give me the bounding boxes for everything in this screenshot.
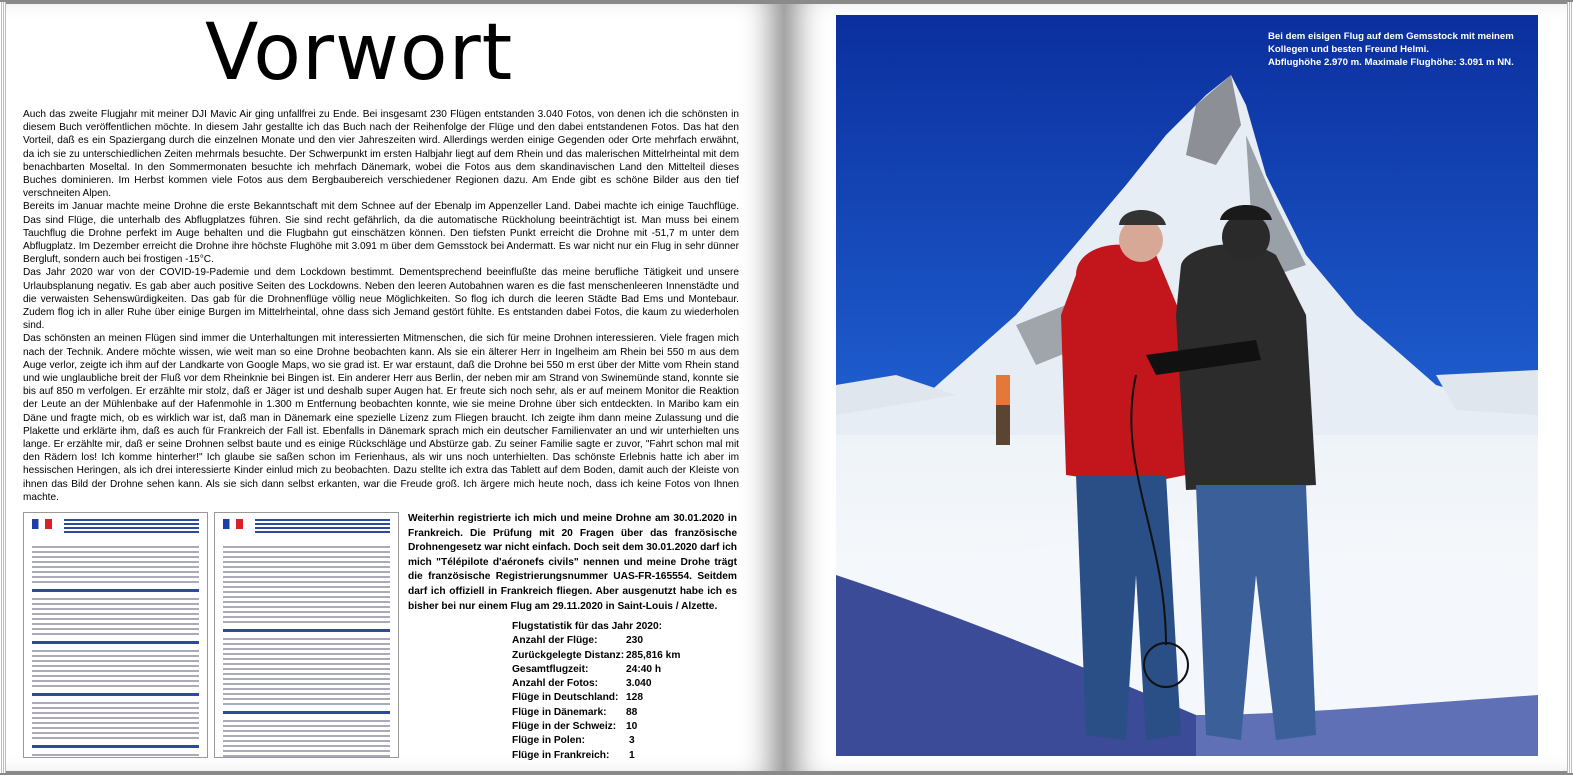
stats-value: 88	[626, 706, 638, 718]
stats-row	[512, 649, 680, 663]
stats-row	[512, 677, 680, 691]
stats-label: Flüge in Frankreich:	[512, 749, 610, 761]
stats-label: Gesamtflugzeit:	[512, 663, 589, 675]
stats-row	[512, 749, 680, 763]
flight-statistics	[512, 620, 680, 763]
french-flag-icon	[223, 519, 243, 529]
foreword-text	[23, 108, 739, 504]
stats-title: Flugstatistik für das Jahr 2020:	[512, 621, 663, 632]
caption-line: Kollegen und besten Freund Helmi.	[1268, 44, 1429, 55]
stats-row	[512, 634, 680, 648]
stats-label: Flüge in der Schweiz:	[512, 721, 617, 733]
stats-row	[512, 706, 680, 720]
stats-value: 10	[626, 721, 638, 733]
stats-row	[512, 734, 680, 748]
stats-label: Anzahl der Fotos:	[512, 678, 599, 690]
photo-caption	[1268, 30, 1534, 69]
paragraph: Bereits im Januar machte meine Drohne die erste Bekanntschaft mit dem Schnee auf der Ebenalp im Appenzeller Land. Dabei machte ich einige Tauchflüge. Das sind Flüge, die unterhalb des Abflugplatzes führen. Sie sind recht gefährlich, da die automatische Rückholung beeinträchtigt ist. Man muss bei einem Tauchflug die Drohne perfekt im Auge behalten und die Flugbahn gut einschätzen können. Den tiefsten Punkt erreicht die Drohne mit -51,7 m unter dem Abflugplatz. Im Dezember erreicht die Drohne ihre höchste Flughöhe mit 3.091 m über dem Gemsstock bei Andermatt. Es war nicht nur ein Flug in sehr dünner Bergluft, sondern auch bei frostigen -15°C.	[23, 201, 739, 266]
stats-value: 1	[629, 749, 635, 761]
registration-documents	[23, 512, 398, 758]
stats-value: 230	[626, 635, 643, 647]
stats-value: 3.040	[626, 678, 652, 690]
stats-label: Anzahl der Flüge:	[512, 635, 598, 647]
stats-row	[512, 720, 680, 734]
right-page-edge	[1567, 2, 1573, 773]
gemsstock-photo	[836, 15, 1538, 756]
paragraph: Auch das zweite Flugjahr mit meiner DJI Mavic Air ging unfallfrei zu Ende. Bei insgesamt 230 Flügen entstanden 3.040 Fotos, von denen ich die schönsten in diesem Buch veröffentlichen möchte. In diesem Jahr gestallte ich das Buch nach der Reihenfolge der Flüge und den dabei entstandenen Fotos. Das hat den Vorteil, daß es ein Spaziergang durch die einzelnen Monate und den vier Jahreszeiten wird. Allerdings werden einige Gegenden oder Orte mehrfach erwähnt, da ich sie zu unterschiedlichen Zeiten mehrmals besuchte. Der Schwerpunkt im ersten Halbjahr liegt auf dem Rhein und das malerischen Mittelrheintal mit dem benachbarten Moseltal. In den Sommermonaten besuchte ich mehrfach Dänemark, wobei die Fotos aus dem skandinavischen Land den Mittelteil dieses Buches dominieren. Im Herbst kommen viele Fotos aus dem Bergbaubereich verschiedener Regionen dazu. Am Ende gibt es schöne Bilder aus den tief verschneiten Alpen.	[23, 109, 739, 200]
caption-line: Bei dem eisigen Flug auf dem Gemsstock mit meinem	[1268, 31, 1514, 42]
stats-label: Flüge in Deutschland:	[512, 692, 619, 704]
french-flag-icon	[32, 519, 52, 529]
caption-line: Abflughöhe 2.970 m. Maximale Flughöhe: 3.091 m NN.	[1268, 57, 1514, 68]
stats-label: Zurückgelegte Distanz:	[512, 649, 625, 661]
stats-row	[512, 691, 680, 705]
paragraph: Das Jahr 2020 war von der COVID-19-Pademie und dem Lockdown bestimmt. Dementsprechend beeinflußte das meine berufliche Tätigkeit und unsere Urlaubsplanung negativ. Es gab aber auch positive Seiten des Lockdowns. Neben den leeren Autobahnen waren es die fast menschenleeren Innenstädte und die verwaisten Sehenswürdigkeiten. Das gab für die Drohnenflüge völlig neue Möglichkeiten. So flog ich durch die leeren Städte Bad Ems und Montebaur. Zudem flog ich in aller Ruhe über einige Burgen im Mittelrheintal, ohne dass sich Jemand gestört fühlte. Es entstanden dabei Fotos, die kaum zu wiederholen sind.	[23, 267, 739, 332]
stats-label: Flüge in Polen:	[512, 735, 586, 747]
stats-value: 24:40 h	[626, 663, 662, 675]
registration-certificate-image	[23, 512, 208, 758]
stats-value: 285,816 km	[626, 649, 681, 661]
page-title: Vorwort	[205, 8, 514, 98]
stats-value: 3	[629, 735, 635, 747]
pilot-training-certificate-image	[214, 512, 399, 758]
stats-label: Flüge in Dänemark:	[512, 706, 607, 718]
stats-value: 128	[626, 692, 643, 704]
paragraph: Das schönsten an meinen Flügen sind immer die Unterhaltungen mit interessierten Mitmenschen, die sich für meine Drohnen interessieren. Viele fragen mich nach der Technik. Andere möchte wissen, wie weit man so eine Drohne beobachten kann. Als sie ein älterer Herr in Ingelheim am Rhein bei 550 m aus dem Auge verlor, zeigte ich ihm auf der Landkarte von Google Maps, wo sie grad ist. Er war erstaunt, daß die Drohne bei 550 m erst über der Mitte vom Rhein stand und wie unglaubliche breit der Fluß vor dem Rheinknie bei Bingen ist. Ein anderer Herr aus Berlin, der neben mir am Strand von Swinemünde stand, konnte sie bis auf 850 m verfolgen. Er erzählte mir stolz, daß er Jäger ist und deshalb super Augen hat. Er freute sich noch sehr, als er auf meinem Monitor die Reaktion der Leute an der Mühlenbake auf der Hafenmohle in 1.300 m Entfernung beobachten konnte, wie sie meine Drohne über sich entdeckten. In Maribo kam ein Däne und fragte mich, ob es wirklich war ist, daß man in Dänemark eine spezielle Lizenz zum Fliegen braucht. Ich zeigte ihm dann meine Zulassung und die Plakette und erklärte ihm, daß es auch für Frankreich der Fall ist. Ebenfalls in Dänemark sprach mich ein deutscher Familienvater an und wir unterhielten uns lange. Er erzählte mir, daß er seine Drohnen selbst baute und es einige Rückschläge und Abstürze gab. Zu seiner Familie sagte er zuvor, "Fahrt schon mal mit den Rädern los! Ich komme hinterher!" Ich glaube sie saßen schon im Ferienhaus, als wir uns noch unterhielten. Das schönste Erlebnis hatte ich aber im hessischen Heringen, als ich drei interessierte Kinder einlud mich zu beobachten. Dazu stellte ich extra das Tablett auf dem Boden, damit auch der Kleiste von ihnen das Bild der Drohne sehen kann. Als sie sich dann selbst erkanten, war die Freude groß. Ich ärgere mich heute noch, dass ich keine Fotos von Ihnen machte.	[23, 333, 739, 503]
registration-text: Weiterhin registrierte ich mich und meine Drohne am 30.01.2020 in Frankreich. Die Prüfung mit 20 Fragen über das französische Drohnengesetz war nicht einfach. Doch seit dem 30.01.2020 darf ich mich "Télépilote d'aéronefs civils" nennen und meine Drohe trägt die französische Registrierungsnummer UAS-FR-165554. Seitdem darf ich offiziell in Frankreich fliegen. Aber ausgenutzt habe ich es bisher bei nur einem Flug am 29.11.2020 in Saint-Louis / Alzette.	[408, 513, 737, 612]
stats-row	[512, 663, 680, 677]
